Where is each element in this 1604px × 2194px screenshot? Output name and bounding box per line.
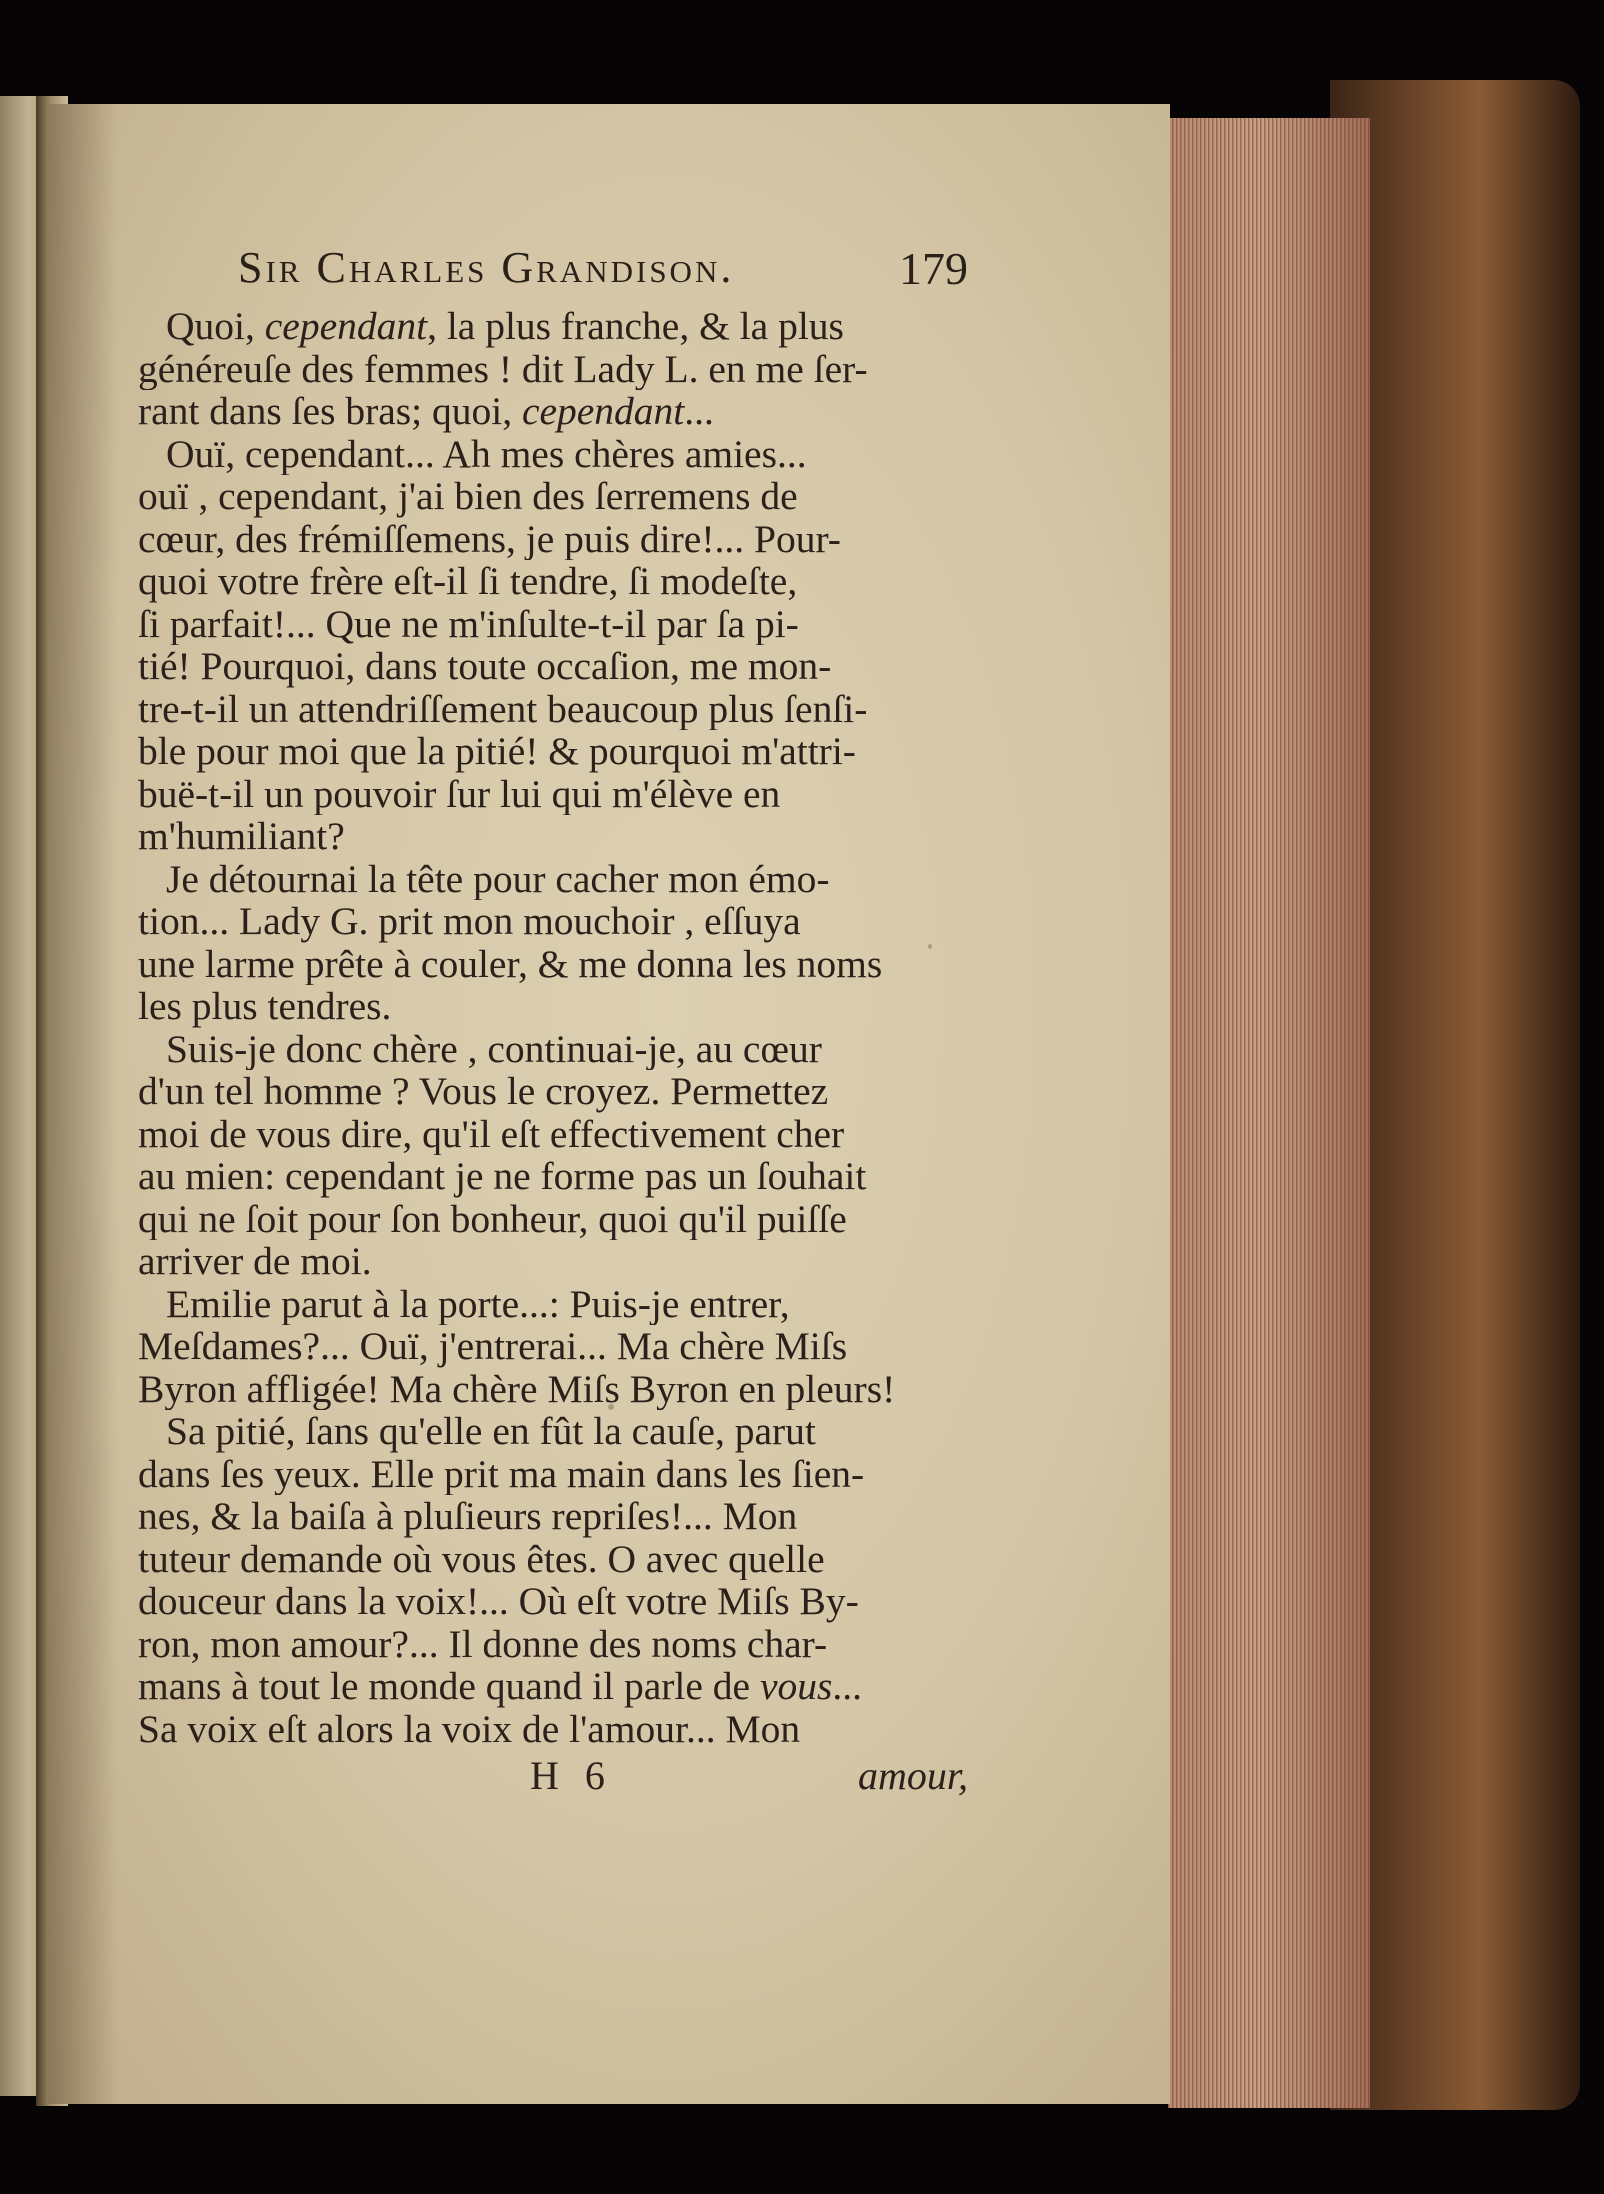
text-run: ble pour moi que la pitié! & pourquoi m'attri-	[138, 730, 856, 773]
text-run: Je détournai la tête pour cacher mon émo-	[166, 857, 830, 900]
text-line	[138, 1240, 968, 1283]
page-number: 179	[899, 243, 968, 294]
text-run: au mien: cependant je ne forme pas un ſouhait	[138, 1155, 867, 1198]
text-line	[138, 603, 968, 646]
text-run: tre-t-il un attendriſſement beaucoup plus ſenſi-	[138, 687, 868, 730]
text-run: Emilie parut à la porte...: Puis-je entrer,	[166, 1282, 790, 1325]
text-run: ...	[684, 390, 714, 433]
text-run: nes, & la baiſa à pluſieurs repriſes!... Mon	[138, 1495, 798, 1538]
text-run: m'humiliant?	[138, 815, 345, 858]
text-line	[138, 1198, 968, 1241]
text-line	[138, 305, 968, 348]
text-line	[138, 1708, 968, 1751]
text-run: ſi parfait!... Que ne m'inſulte-t-il par ſa pi-	[138, 602, 799, 645]
text-line	[138, 688, 968, 731]
running-title: Sir Charles Grandison.	[238, 243, 735, 292]
text-line	[138, 1453, 968, 1496]
text-run: cœur, des frémiſſemens, je puis dire!... Pour-	[138, 517, 841, 560]
text-run: les plus tendres.	[138, 985, 392, 1028]
text-line	[138, 858, 968, 901]
text-line	[138, 1283, 968, 1326]
text-run: Sa pitié, ſans qu'elle en fût la cauſe, parut	[166, 1410, 816, 1453]
text-line	[138, 815, 968, 858]
text-line	[138, 1665, 968, 1708]
text-run: une larme prête à couler, & me donna les noms	[138, 942, 883, 985]
text-run: ron, mon amour?... Il donne des noms char-	[138, 1622, 828, 1665]
text-line	[138, 518, 968, 561]
text-run: dans ſes yeux. Elle prit ma main dans les ſien-	[138, 1452, 865, 1495]
text-line	[138, 1325, 968, 1368]
text-run: Suis-je donc chère , continuai-je, au cœur	[166, 1027, 822, 1070]
text-line	[138, 900, 968, 943]
text-run: d'un tel homme ? Vous le croyez. Permettez	[138, 1070, 829, 1113]
text-run: moi de vous dire, qu'il eſt effectivement cher	[138, 1112, 845, 1155]
text-line	[138, 475, 968, 518]
text-run: , la plus franche, & la plus	[427, 305, 844, 348]
text-run: Byron affligée! Ma chère Miſs Byron en pleurs!	[138, 1367, 896, 1410]
text-run: douceur dans la voix!... Où eſt votre Miſs By-	[138, 1580, 859, 1623]
italic-text: cependant	[264, 305, 428, 348]
text-run: buë-t-il un pouvoir ſur lui qui m'élève en	[138, 772, 781, 815]
text-run: tuteur demande où vous êtes. O avec quelle	[138, 1537, 825, 1580]
text-run: ouï , cependant, j'ai bien des ſerremens de	[138, 475, 798, 518]
text-run: Meſdames?... Ouï, j'entrerai... Ma chère Miſs	[138, 1325, 848, 1368]
text-line	[138, 348, 968, 391]
text-line	[138, 1368, 968, 1411]
italic-text: cependant	[521, 390, 685, 433]
text-line	[138, 1113, 968, 1156]
text-run: tié! Pourquoi, dans toute occaſion, me mon-	[138, 645, 832, 688]
italic-text: vous	[759, 1665, 833, 1708]
text-run: quoi votre frère eſt-il ſi tendre, ſi modeſte,	[138, 560, 798, 603]
text-run: arriver de moi.	[138, 1240, 372, 1283]
text-line	[138, 1155, 968, 1198]
text-run: rant dans ſes bras; quoi,	[138, 390, 522, 433]
text-run: Sa voix eſt alors la voix de l'amour... Mon	[138, 1707, 801, 1750]
signature-mark: H 6	[530, 1753, 613, 1798]
page-edges	[1168, 118, 1370, 2108]
text-line	[138, 645, 968, 688]
text-run: généreuſe des femmes ! dit Lady L. en me ſer-	[138, 347, 868, 390]
running-head	[238, 240, 968, 300]
catchword: amour,	[857, 1753, 968, 1798]
text-line	[138, 560, 968, 603]
text-line	[138, 1070, 968, 1113]
text-line	[138, 1580, 968, 1623]
text-line	[138, 1495, 968, 1538]
text-line	[138, 1623, 968, 1666]
page-body-text	[138, 305, 968, 1750]
text-run: qui ne ſoit pour ſon bonheur, quoi qu'il puiſſe	[138, 1197, 847, 1240]
text-line	[138, 390, 968, 433]
text-line	[138, 985, 968, 1028]
text-line	[138, 773, 968, 816]
text-line	[138, 1028, 968, 1071]
text-run: mans à tout le monde quand il parle de	[138, 1665, 760, 1708]
text-line	[138, 1410, 968, 1453]
text-run: ...	[832, 1665, 862, 1708]
page-footer	[138, 1752, 968, 1802]
text-line	[138, 730, 968, 773]
text-line	[138, 1538, 968, 1581]
text-run: Quoi,	[166, 305, 265, 348]
text-run: tion... Lady G. prit mon mouchoir , eſſuya	[138, 900, 801, 943]
text-line	[138, 943, 968, 986]
text-line	[138, 433, 968, 476]
text-run: Ouï, cependant... Ah mes chères amies...	[166, 432, 807, 475]
